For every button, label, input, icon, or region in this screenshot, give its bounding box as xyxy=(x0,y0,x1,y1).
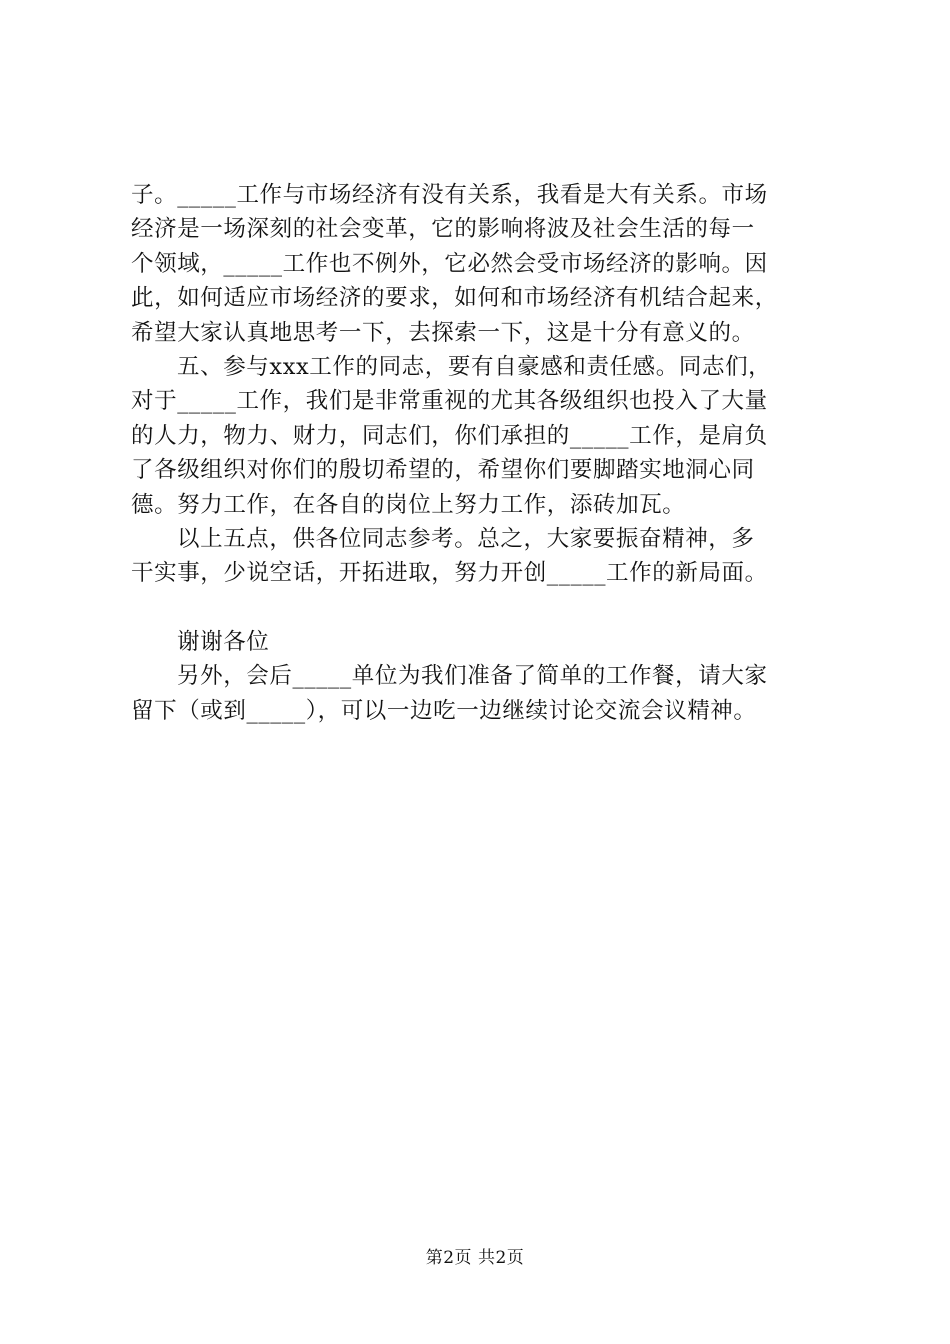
text-line: 此，如何适应市场经济的要求，如何和市场经济有机结合起来， xyxy=(131,285,778,312)
closing-paragraph-start: 另外，会后_____单位为我们准备了简单的工作餐，请大家 xyxy=(177,663,768,690)
summary-paragraph-start: 以上五点，供各位同志参考。总之，大家要振奋精神，多 xyxy=(177,525,755,552)
text-line: 子。_____工作与市场经济有没有关系，我看是大有关系。市场 xyxy=(131,182,768,208)
text-line: 德。努力工作，在各自的岗位上努力工作，添砖加瓦。 xyxy=(131,491,686,518)
document-body xyxy=(131,178,831,728)
text-line: 干实事，少说空话，开拓进取，努力开创_____工作的新局面。 xyxy=(131,560,768,587)
thanks-line: 谢谢各位 xyxy=(177,629,270,656)
blank-line xyxy=(131,591,831,625)
text-line: 经济是一场深刻的社会变革，它的影响将波及社会生活的每一 xyxy=(131,216,755,243)
paragraph-five-start: 五、参与xxx工作的同志，要有自豪感和责任感。同志们， xyxy=(177,353,772,380)
page-number-footer: 第2页 共2页 xyxy=(425,1248,525,1268)
text-line: 个领域，_____工作也不例外，它必然会受市场经济的影响。因 xyxy=(131,250,768,277)
text-line: 的人力，物力、财力，同志们，你们承担的_____工作，是肩负 xyxy=(131,422,768,449)
text-line: 希望大家认真地思考一下，去探索一下，这是十分有意义的。 xyxy=(131,319,755,346)
text-line: 留下（或到_____），可以一边吃一边继续讨论交流会议精神。 xyxy=(131,697,757,724)
text-line: 对于_____工作，我们是非常重视的尤其各级组织也投入了大量 xyxy=(131,388,768,415)
text-line: 了各级组织对你们的殷切希望的，希望你们要脚踏实地洞心同 xyxy=(131,457,755,484)
